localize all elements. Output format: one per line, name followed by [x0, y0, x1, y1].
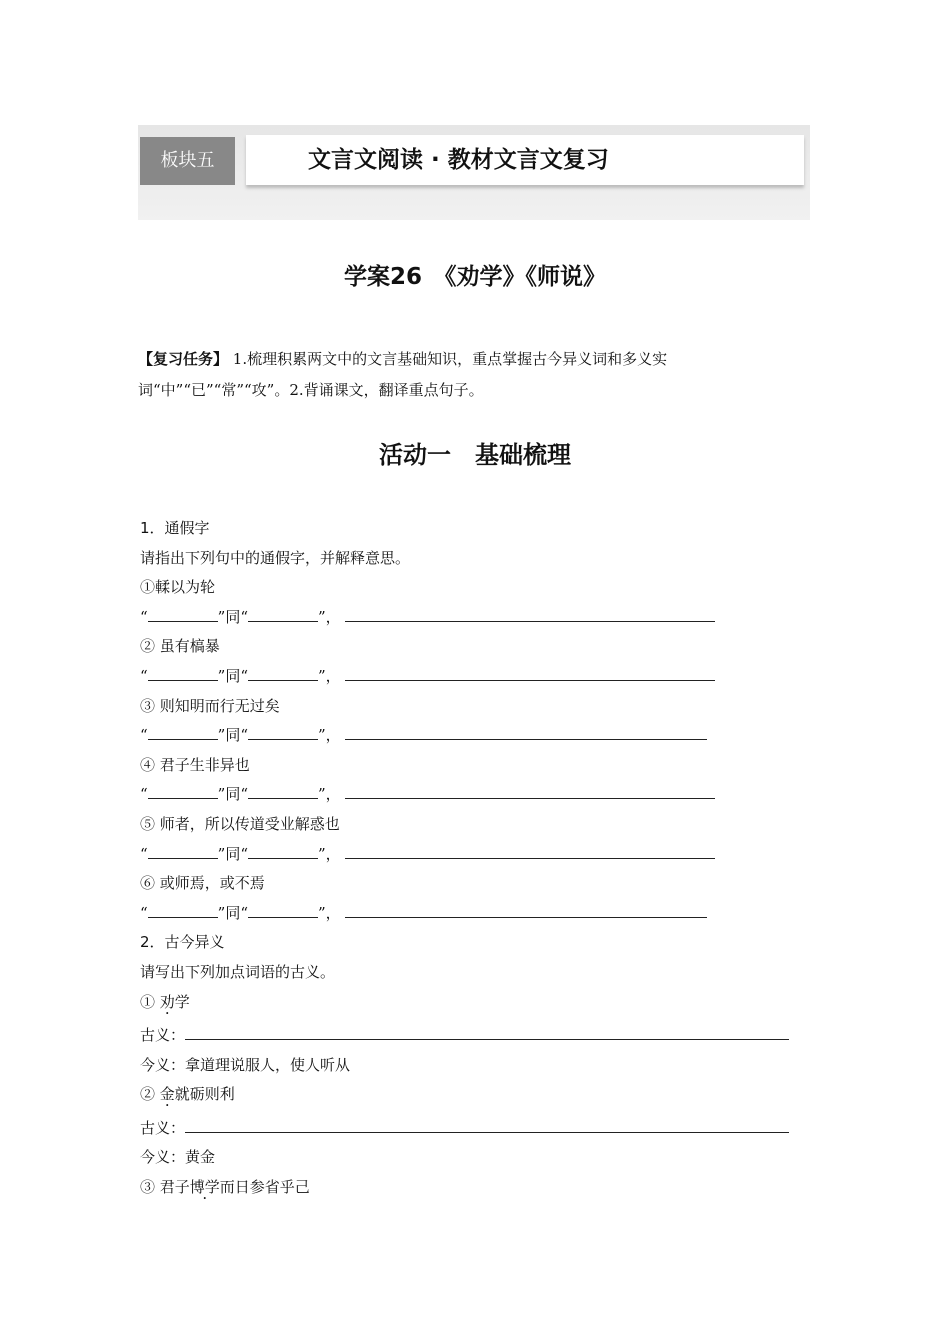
tongjia-answer-line: “ ”同“ ”，	[140, 840, 820, 870]
gu-field[interactable]	[185, 1115, 789, 1133]
tongjia-answer-line: “ ”同“ ”，	[140, 899, 820, 929]
gujin-item: ① 劝学	[140, 992, 190, 1011]
blank-field[interactable]	[148, 841, 218, 859]
tongjia-item: ⑥ 或师焉，或不焉	[140, 874, 265, 893]
review-task-text: 1.梳理积累两文中的文言基础知识，重点掌握古今异义词和多义实词“中”“已”“常”“攻”。2.背诵课文，翻译重点句子。	[138, 350, 668, 399]
blank-field[interactable]	[148, 900, 218, 918]
meaning-field[interactable]	[345, 604, 715, 622]
tongjia-answer-line: “ ”同“ ”，	[140, 662, 820, 692]
tongjia-item: ② 虽有槁暴	[140, 637, 220, 656]
section-banner	[138, 125, 810, 220]
gu-answer-line: 古义：	[140, 1021, 820, 1051]
review-task	[138, 344, 810, 406]
worksheet-content	[140, 514, 820, 1203]
review-task-label: 【复习任务】	[138, 350, 229, 368]
gujin-item: ② 金就砺则利	[140, 1085, 235, 1104]
tongjia-item: ④ 君子生非异也	[140, 755, 250, 774]
jin-meaning: 今义：拿道理说服人，使人听从	[140, 1055, 351, 1074]
blank-field[interactable]	[148, 663, 218, 681]
activity-heading: 活动一 基础梳理	[379, 441, 571, 469]
tongjia-item: ⑤ 师者，所以传道受业解惑也	[140, 814, 340, 833]
meaning-field[interactable]	[345, 722, 707, 740]
gujin-item: ③ 君子博学而日参省乎己	[140, 1178, 310, 1197]
blank-field[interactable]	[248, 663, 318, 681]
meaning-field[interactable]	[345, 841, 715, 859]
blank-field[interactable]	[148, 722, 218, 740]
meaning-field[interactable]	[345, 900, 707, 918]
blank-field[interactable]	[248, 841, 318, 859]
section1-heading: 1．通假字	[140, 519, 210, 537]
tongjia-item: ③ 则知明而行无过矣	[140, 696, 280, 715]
section2-instruction: 请写出下列加点词语的古义。	[140, 962, 336, 981]
meaning-field[interactable]	[345, 781, 715, 799]
blank-field[interactable]	[248, 604, 318, 622]
blank-field[interactable]	[248, 900, 318, 918]
blank-field[interactable]	[148, 781, 218, 799]
section1-instruction: 请指出下列句中的通假字，并解释意思。	[140, 548, 411, 567]
gu-answer-line: 古义：	[140, 1114, 820, 1144]
gu-field[interactable]	[185, 1022, 789, 1040]
banner-tag: 板块五	[140, 137, 235, 185]
dotted-word: 金	[159, 1085, 175, 1104]
banner-title: 文言文阅读 · 教材文言文复习	[246, 135, 804, 185]
tongjia-item: ①輮以为轮	[140, 578, 216, 597]
tongjia-answer-line: “ ”同“ ”，	[140, 780, 820, 810]
blank-field[interactable]	[248, 722, 318, 740]
dotted-word: 博学	[189, 1178, 220, 1197]
dotted-word: 劝	[159, 992, 175, 1011]
section2-heading: 2．古今异义	[140, 933, 225, 952]
blank-field[interactable]	[248, 781, 318, 799]
tongjia-answer-line: “ ”同“ ”，	[140, 721, 820, 751]
blank-field[interactable]	[148, 604, 218, 622]
tongjia-answer-line: “ ”同“ ”，	[140, 603, 820, 633]
page-title: 学案26 《劝学》《师说》	[343, 264, 606, 290]
meaning-field[interactable]	[345, 663, 715, 681]
jin-meaning: 今义：黄金	[140, 1148, 216, 1167]
